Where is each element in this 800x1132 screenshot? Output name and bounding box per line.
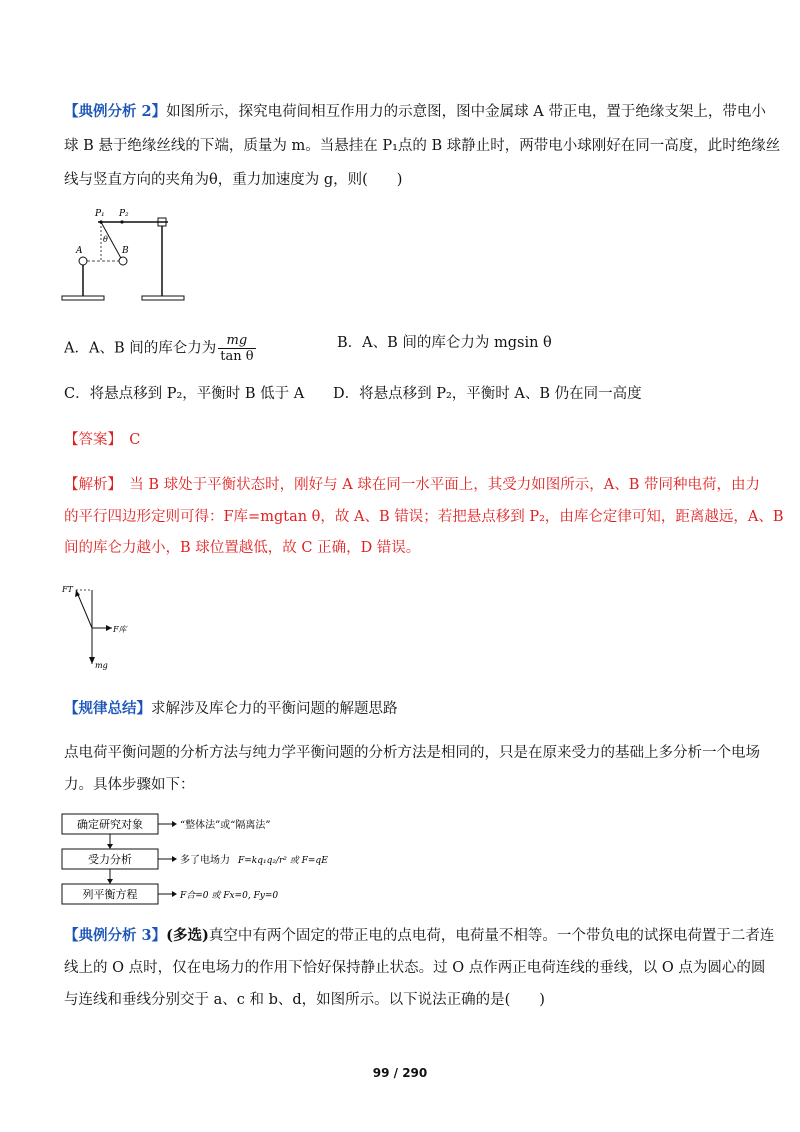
flow-note-2-prefix: 多了电场力 (180, 855, 230, 866)
answer-tag: 【答案】 (64, 432, 115, 448)
label-b: B (122, 246, 129, 256)
label-p2: P₂ (119, 209, 129, 219)
flow-right-3-head (172, 891, 177, 897)
option-a-text: A．A、B 间的库仑力为 (64, 340, 217, 357)
label-mg: mg (95, 661, 108, 670)
right-base (142, 296, 184, 300)
option-a-denominator: tan θ (220, 349, 254, 364)
example2-line3: 线与竖直方向的夹角为θ，重力加速度为 g，则( ) (64, 172, 403, 188)
rule-text: 求解涉及库仑力的平衡问题的解题思路 (151, 701, 398, 717)
option-b: B．A、B 间的库仑力为 mgsin θ (337, 335, 552, 351)
label-fk: F库 (113, 625, 127, 634)
label-a: A (76, 246, 83, 256)
option-a (64, 333, 256, 364)
example3-line1 (64, 926, 774, 946)
rule-line (64, 699, 398, 719)
example3-line3: 与连线和垂线分别交于 a、c 和 b、d，如图所示。以下说法正确的是( ) (64, 992, 545, 1008)
flow-down-2-head (107, 879, 113, 884)
tension-arrowhead (75, 590, 80, 597)
flow-box-3-label: 列平衡方程 (82, 888, 138, 901)
analysis-line3: 间的库仑力越小，B 球位置越低，故 C 正确，D 错误。 (64, 540, 421, 556)
solution-flowchart (60, 808, 390, 912)
tension-vector (76, 590, 92, 628)
paragraph-line1: 点电荷平衡问题的分析方法与纯力学平衡问题的分析方法是相同的，只是在原来受力的基础上多分析一个电场 (64, 745, 760, 761)
example2-text-1: 如图所示，探究电荷间相互作用力的示意图，图中金属球 A 带正电，置于绝缘支架上，带电小 (166, 104, 766, 120)
coulomb-apparatus-figure (58, 204, 198, 304)
analysis-tag: 【解析】 (64, 477, 115, 493)
answer-line (64, 430, 140, 450)
rule-tag: 【规律总结】 (64, 700, 151, 717)
example3-text-1: 真空中有两个固定的带正电的点电荷，电荷量不相等。一个带负电的试探电荷置于二者连 (208, 928, 775, 944)
example2-line1 (64, 102, 766, 122)
example2-tag: 【典例分析 2】 (64, 103, 167, 120)
flow-right-1-head (172, 821, 177, 827)
example3-tag: 【典例分析 3】 (64, 927, 167, 944)
answer-value: C (129, 432, 141, 448)
paragraph-line2: 力。具体步骤如下： (64, 777, 195, 793)
flow-note-2-formula: F=kq₁q₂/r² 或 F=qE (238, 856, 328, 866)
example3-multi: (多选) (166, 927, 209, 944)
flow-box-2-label: 受力分析 (88, 853, 132, 866)
analysis-line1 (64, 475, 760, 495)
left-base (62, 296, 104, 300)
option-a-numerator: mg (218, 333, 255, 349)
option-c: C．将悬点移到 P₂，平衡时 B 低于 A (64, 386, 305, 402)
label-p1: P₁ (95, 209, 105, 219)
label-theta: θ (103, 235, 108, 244)
force-diagram (58, 578, 148, 670)
flow-down-1-head (107, 844, 113, 849)
option-a-fraction (218, 333, 255, 364)
flow-box-1-label: 确定研究对象 (77, 818, 143, 831)
analysis-text-1: 当 B 球处于平衡状态时，刚好与 A 球在同一水平面上，其受力如图所示，A、B 带同种电荷，由力 (129, 477, 761, 493)
p2-point (120, 220, 123, 223)
example3-line2: 线上的 O 点时，仅在电场力的作用下恰好保持静止状态。过 O 点作两正电荷连线的垂线，以 O 点为圆心的圆 (64, 960, 766, 976)
ball-b (119, 257, 127, 265)
flow-note-1: “整体法”或“隔离法” (180, 820, 271, 831)
coulomb-arrowhead (106, 625, 112, 631)
analysis-line2: 的平行四边形定则可得：F库=mgtan θ，故 A、B 错误；若把悬点移到 P₂，由库仑定律可知，距离越远，A、B (64, 509, 784, 525)
page-number: 99 / 290 (372, 1066, 428, 1080)
option-d: D．将悬点移到 P₂，平衡时 A、B 仍在同一高度 (333, 386, 642, 402)
label-ft: FT (62, 585, 73, 594)
flow-right-2-head (172, 856, 177, 862)
ball-a (79, 257, 87, 265)
example2-line2: 球 B 悬于绝缘丝线的下端，质量为 m。当悬挂在 P₁点的 B 球静止时，两带电小球刚好在同一高度，此时绝缘丝 (64, 138, 781, 154)
flow-note-3: F合=0 或 Fx=0, Fy=0 (180, 891, 279, 901)
